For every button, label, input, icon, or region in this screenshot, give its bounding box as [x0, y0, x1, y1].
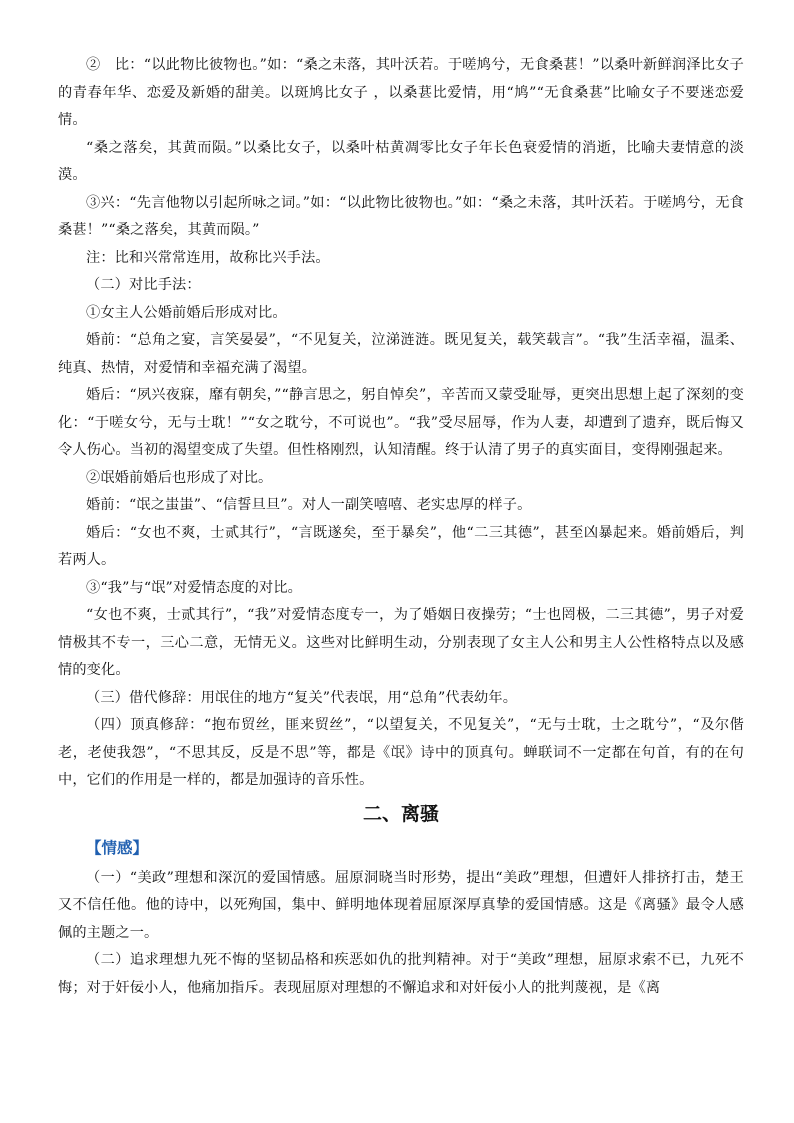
emotion-tag: 【情感】: [86, 838, 149, 857]
paragraph-bi: ② 比：“以此物比彼物也。”如：“桑之未落，其叶沃若。于嗟鸠兮，无食桑葚！”以桑叶新鲜润泽比女子的青春年华、恋爱及新婚的甜美。以斑鸠比女子 ，以桑葚比爱情，用“鸠”“无食桑葚”比喻女子不要迷恋爱情。: [58, 57, 744, 128]
paragraph-before-marriage: 婚前：“总角之宴，言笑晏晏”，“不见复关，泣涕涟涟。既见复关，载笑载言”。“我”生活幸福，温柔、纯真、热情，对爱情和幸福充满了渴望。: [58, 332, 744, 376]
paragraph-anadiplosis: （四）顶真修辞：“抱布贸丝，匪来贸丝”，“以望复关，不见复关”，“无与士耽，士之耽兮”，“及尔偕老，老使我怨”，“不思其反，反是不思”等，都是《氓》诗中的顶真句。蝉联词不一定都在句首，有的在句中，它们的作用是一样的，都是加强诗的音乐性。: [58, 717, 744, 788]
paragraph-xing: ③兴：“先言他物以引起所咏之词。”如：“以此物比彼物也。”如：“桑之未落，其叶沃若。于嗟鸠兮，无食桑葚！”“桑之落矣，其黄而陨。”: [58, 194, 744, 238]
paragraph-metonymy: （三）借代修辞：用氓住的地方“复关”代表氓，用“总角”代表幼年。: [86, 689, 518, 706]
paragraph-bi-example: “桑之落矣，其黄而陨。”以桑比女子，以桑叶枯黄凋零比女子年长色衰爱情的消逝，比喻夫妻情意的淡漠。: [58, 139, 744, 183]
section-title: 二、离骚: [362, 802, 439, 825]
paragraph-contrast-2: ②氓婚前婚后也形成了对比。: [86, 469, 273, 486]
document-page: [58, 52, 744, 1002]
paragraph-meng-after: 婚后：“女也不爽，士贰其行”，“言既遂矣，至于暴矣”，他“二三其德”，甚至凶暴起来。婚前婚后，判若两人。: [58, 524, 744, 568]
paragraph-meng-before: 婚前：“氓之蚩蚩”、“信誓旦旦”。对人一副笑嘻嘻、老实忠厚的样子。: [86, 497, 532, 513]
heading-contrast: （二）对比手法：: [86, 277, 201, 293]
paragraph-meizheng: （一）“美政”理想和深沉的爱国情感。屈原洞晓当时形势，提出“美政”理想，但遭奸人排挤打击，楚王又不信任他。他的诗中，以死殉国，集中、鲜明地体现着屈原深厚真挚的爱国情感。这是《离骚》最令人感佩的主题之一。: [58, 869, 744, 941]
paragraph-note: 注：比和兴常常连用，故称比兴手法。: [86, 249, 330, 266]
paragraph-contrast-3: ③“我”与“氓”对爱情态度的对比。: [86, 579, 303, 596]
paragraph-attitude: “女也不爽，士贰其行”，“我”对爱情态度专一，为了婚姻日夜操劳；“士也罔极，二三其德”，男子对爱情极其不专一，三心二意，无情无义。这些对比鲜明生动，分别表现了女主人公和男主人公性格特点以及感情的变化。: [58, 607, 744, 678]
paragraph-after-marriage: 婚后：“夙兴夜寐，靡有朝矣，”“静言思之，躬自悼矣”，辛苦而又蒙受耻辱，更突出思想上起了深刻的变化：“于嗟女兮，无与士耽！”“女之耽兮，不可说也”。“我”受尽屈辱，作为人妻，却遭到了遗弃，既后悔又令人伤心。当初的渴望变成了失望。但性格刚烈，认知清醒。终于认清了男子的真实面目，变得刚强起来。: [58, 387, 744, 458]
paragraph-contrast-1: ①女主人公婚前婚后形成对比。: [86, 304, 287, 321]
paragraph-pursuit: （二）追求理想九死不悔的坚韧品格和疾恶如仇的批判精神。对于“美政”理想，屈原求索不已，九死不悔；对于奸佞小人，他痛加指斥。表现屈原对理想的不懈追求和对奸佞小人的批判蔑视，是《离: [58, 952, 744, 996]
